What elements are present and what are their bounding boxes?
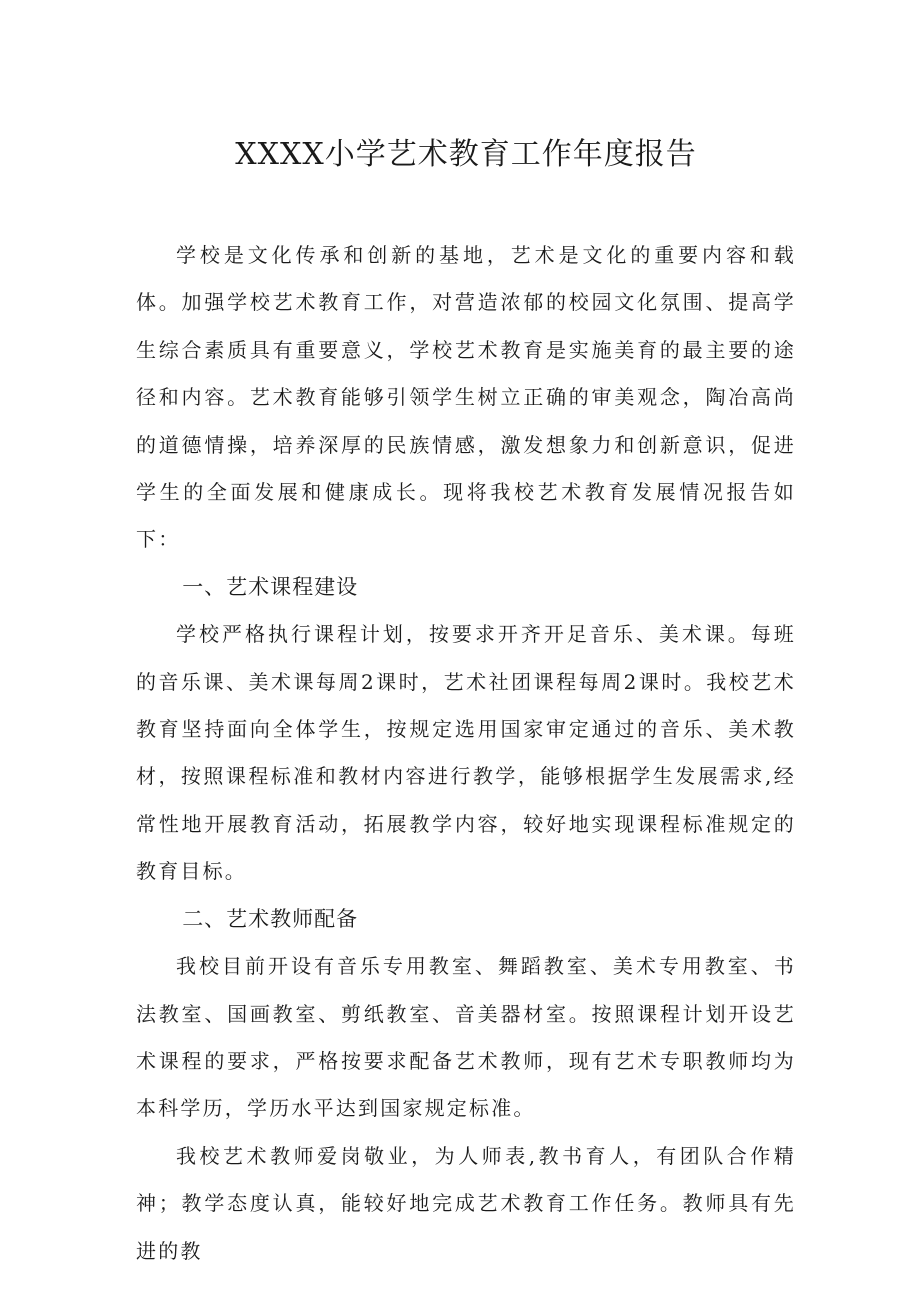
intro-paragraph: 学校是文化传承和创新的基地，艺术是文化的重要内容和载体。加强学校艺术教育工作，对营造浓郁的校园文化氛围、提高学生综合素质具有重要意义，学校艺术教育是实施美育的最主要的途径和内容。艺术教育能够引领学生树立正确的审美观念，陶冶高尚的道德情操，培养深厚的民族情感，激发想象力和创新意识，促进学生的全面发展和健康成长。现将我校艺术教育发展情况报告如下： — [136, 243, 796, 552]
teachers-paragraph-2: 我校艺术教师爱岗敬业，为人师表,教书育人，有团队合作精神；教学态度认真，能较好地完成艺术教育工作任务。教师具有先进的教 — [136, 1143, 796, 1263]
curriculum-paragraph: 学校严格执行课程计划，按要求开齐开足音乐、美术课。每班的音乐课、美术课每周2课时，艺术社团课程每周2课时。我校艺术教育坚持面向全体学生，按规定选用国家审定通过的音乐、美术教材，按照课程标准和教材内容进行教学，能够根据学生发展需求,经常性地开展教育活动，拓展教学内容，较好地实现课程标准规定的教育目标。 — [136, 622, 796, 884]
document-title: XXXX小学艺术教育工作年度报告 — [235, 137, 697, 172]
document-body — [136, 232, 796, 1275]
section-heading-teachers: 二、艺术教师配备 — [182, 906, 359, 931]
section-heading-curriculum: 一、艺术课程建设 — [182, 574, 359, 599]
teachers-paragraph-1: 我校目前开设有音乐专用教室、舞蹈教室、美术专用教室、书法教室、国画教室、剪纸教室、音美器材室。按照课程计划开设艺术课程的要求，严格按要求配备艺术教师，现有艺术专职教师均为本科学历，学历水平达到国家规定标准。 — [136, 954, 796, 1121]
